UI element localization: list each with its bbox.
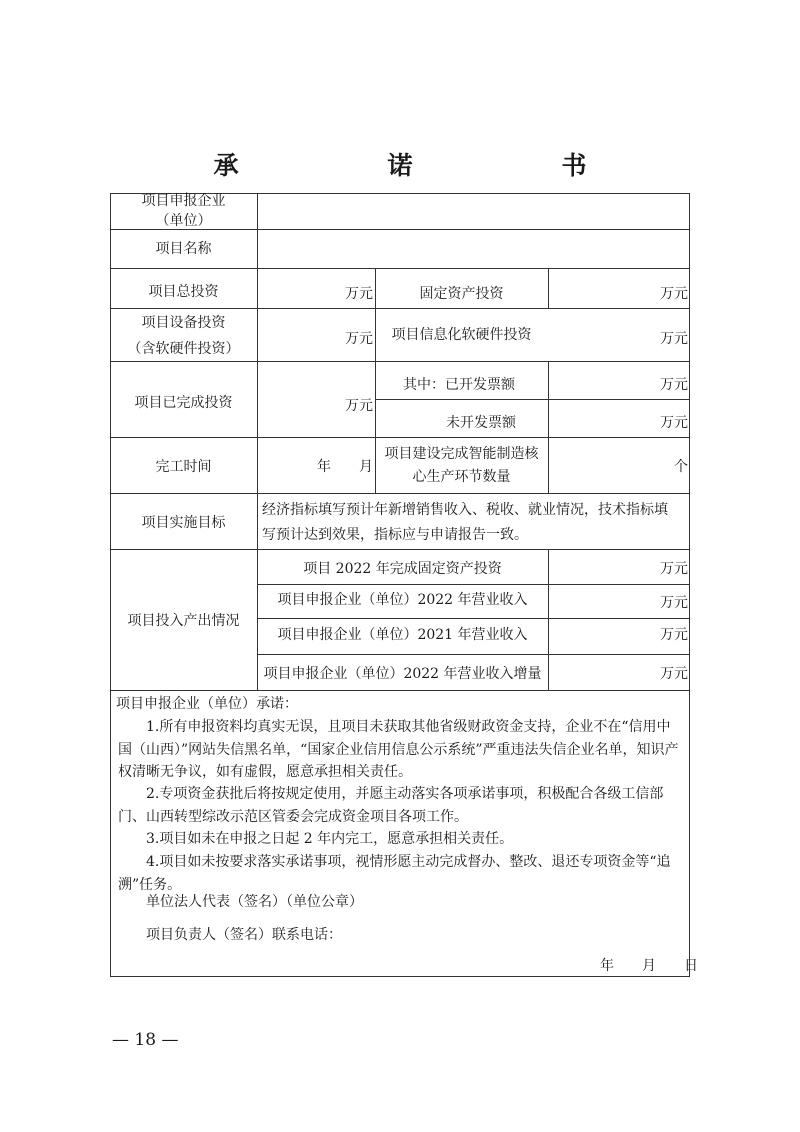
label-goal: 项目实施目标	[141, 515, 226, 531]
label-io-1: 项目 2022 年完成固定资产投资	[303, 561, 502, 577]
label-project-name: 项目名称	[155, 241, 212, 257]
unit-invoiced: 万元	[660, 377, 688, 393]
unit-smart-manufacturing: 个	[674, 459, 688, 475]
unit-not-invoiced: 万元	[660, 415, 688, 431]
unit-it-hardware-investment: 万元	[660, 331, 688, 347]
unit-io-3: 万元	[660, 627, 688, 643]
commitment-item-2: 2.专项资金获批后将按规定使用，并愿主动落实各项承诺事项，积极配合各级工信部门、山西转型综改示范区管委会完成资金项目各项工作。	[118, 786, 664, 825]
row-divider	[110, 361, 690, 362]
row-divider	[110, 308, 690, 309]
label-company: 项目申报企业 （单位）	[141, 193, 226, 229]
unit-total-investment: 万元	[345, 286, 373, 302]
label-smart-manufacturing: 项目建设完成智能制造核	[384, 446, 539, 462]
label-invoiced: 其中：已开发票额	[403, 377, 515, 393]
label-equipment-investment-note: （含软硬件投资）	[127, 341, 240, 357]
label-it-hardware-investment: 项目信息化软硬件投资	[391, 327, 532, 343]
unit-completed-investment: 万元	[345, 398, 373, 414]
person-in-charge-signature: 项目负责人（签名）联系电话：	[146, 927, 342, 943]
row-divider	[110, 437, 690, 438]
commitment-item-4: 4.项目如未按要求落实承诺事项，视情形愿主动完成督办、整改、退还专项资金等“追溯”任务。	[118, 854, 671, 893]
row-divider	[257, 654, 690, 655]
label-io-2: 项目申报企业（单位）2022 年营业收入	[277, 592, 528, 608]
goal-text-cont: 写预计达到效果，指标应与申请报告一致。	[262, 527, 528, 543]
row-divider	[375, 399, 690, 400]
unit-io-4: 万元	[660, 666, 688, 682]
label-smart-manufacturing-cont: 心生产环节数量	[412, 469, 511, 485]
unit-io-2: 万元	[660, 595, 688, 611]
commitment-item-3: 3.项目如未在申报之日起 2 年内完工，愿意承担相关责任。	[146, 831, 514, 847]
document-title: 承 诺 书	[213, 151, 649, 180]
goal-text: 经济指标填写预计年新增销售收入、税收、就业情况，技术指标填	[262, 502, 668, 518]
unit-fixed-asset-investment: 万元	[660, 286, 688, 302]
col-divider	[257, 193, 258, 690]
commitment-heading: 项目申报企业（单位）承诺：	[116, 696, 298, 712]
unit-completion-time: 年 月	[317, 459, 373, 475]
label-total-investment: 项目总投资	[148, 284, 219, 300]
row-divider	[110, 493, 690, 494]
label-completion-time: 完工时间	[155, 459, 212, 475]
label-not-invoiced: 未开发票额	[446, 415, 516, 431]
label-io-situation: 项目投入产出情况	[127, 613, 240, 629]
legal-representative-signature: 单位法人代表（签名）（单位公章）	[146, 894, 363, 910]
label-equipment-investment: 项目设备投资	[141, 315, 226, 331]
unit-equipment-investment: 万元	[345, 331, 373, 347]
label-fixed-asset-investment: 固定资产投资	[419, 286, 504, 302]
row-divider	[257, 618, 690, 619]
label-completed-investment: 项目已完成投资	[134, 395, 233, 411]
row-divider	[110, 690, 690, 691]
label-io-4: 项目申报企业（单位）2022 年营业收入增量	[263, 666, 542, 682]
row-divider	[110, 549, 690, 550]
commitment-item-1: 1.所有申报资料均真实无误，且项目未获取其他省级财政资金支持，企业不在“信用中国（山西）”网站失信黑名单，“国家企业信用信息公示系统”严重违法失信企业名单，知识产权清晰无争议，如有虚假，愿意承担相关责任。	[118, 719, 679, 780]
signature-date: 年 月 日	[600, 958, 698, 974]
label-io-3: 项目申报企业（单位）2021 年营业收入	[277, 627, 528, 643]
row-divider	[257, 584, 690, 585]
page-number: — 18 —	[112, 1030, 179, 1050]
unit-io-1: 万元	[660, 561, 688, 577]
row-divider	[110, 268, 690, 269]
